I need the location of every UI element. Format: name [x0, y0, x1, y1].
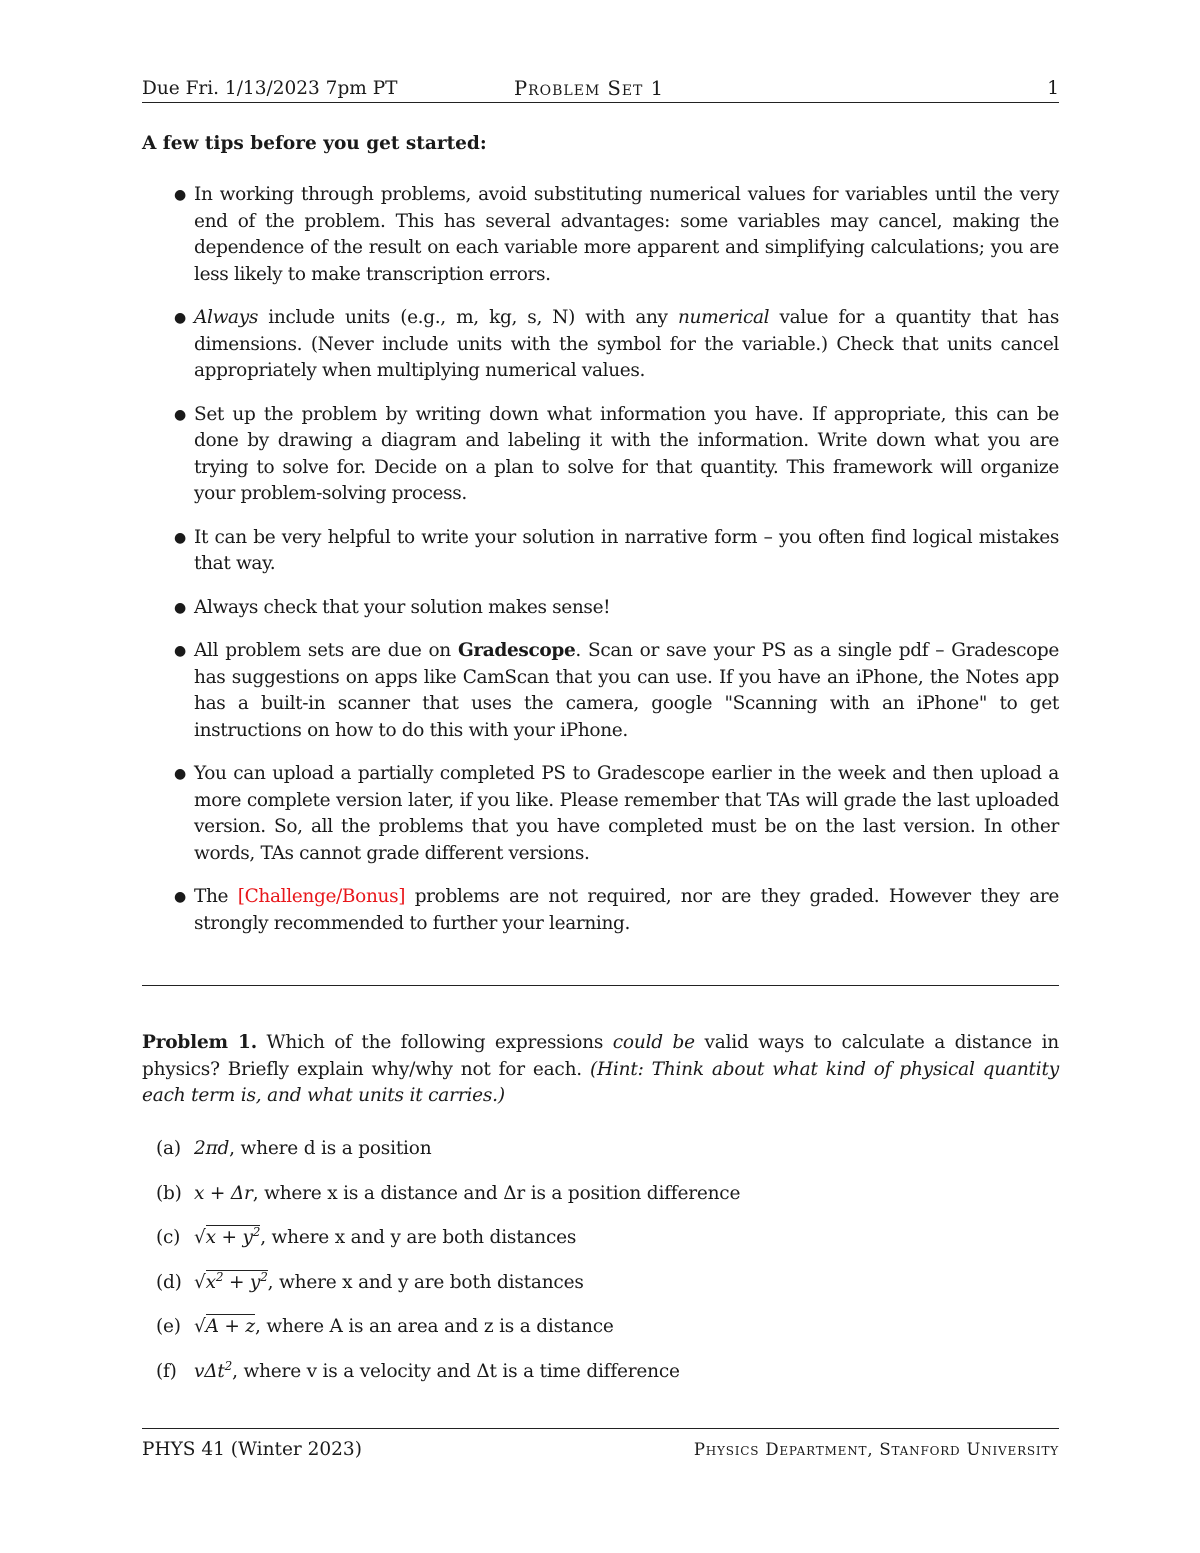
header-rule [142, 102, 1059, 103]
list-item: ● All problem sets are due on Gradescope. Scan or save your PS as a single pdf – Gradescope has suggestions on apps like CamScan that you can use. If you have an iPhone, the Notes app has a built-in scanner that uses the camera, google "Scanning with an iPhone" to get instructions on how to do this with your iPhone. [174, 640, 1059, 741]
problem-part-d: (d) $√x^2 + y^2$, where x and y are both distances [156, 1269, 584, 1293]
list-item: ● Always check that your solution makes sense! [142, 595, 1059, 622]
section-divider [142, 985, 1059, 986]
problem-part-b: (b) x + Δr, where x is a distance and Δr is a position difference [156, 1182, 741, 1204]
list-item: ● In working through problems, avoid substituting numerical values for variables until the very end of the problem. This has several advantages: some variables may cancel, making the dependence of the result on each variable more apparent and simplifying calculations; you are less likely to make transcription errors. [174, 184, 1059, 285]
list-item: ● Set up the problem by writing down what information you have. If appropriate, this can be done by drawing a diagram and labeling it with the information. Write down what you are trying to solve for. Decide on a plan to solve for that quantity. This framework will organize your problem-solving process. [174, 403, 1059, 504]
problem-parts [142, 1136, 1059, 1403]
bullet-icon: ● [174, 406, 186, 423]
list-item: ● You can upload a partially completed PS to Gradescope earlier in the week and then upload a more complete version later, if you like. Please remember that TAs will grade the last uploaded version. So, all the problems that you have completed must be on the last version. In other words, TAs cannot grade different versions. [174, 763, 1059, 864]
problem-statement: Problem 1. Which of the following expressions could be valid ways to calculate a distance in physics? Briefly explain why/why not for each. (Hint: Think about what kind of physical quantity each term is, and what units it carries.) [142, 1032, 1059, 1106]
tips-heading: A few tips before you get started: [142, 133, 487, 154]
department-label: Physics Department, Stanford University [693, 1440, 1059, 1459]
course-label: PHYS 41 (Winter 2023) [142, 1439, 362, 1460]
page-title: Problem Set 1 [514, 77, 664, 100]
bullet-icon: ● [174, 643, 186, 659]
sqrt-icon: √ [194, 1316, 206, 1337]
gradescope-label: Gradescope [457, 640, 576, 661]
bullet-icon: ● [174, 529, 186, 546]
list-item: ● The [Challenge/Bonus] problems are not required, nor are they graded. However they are strongly recommended to further your learning. [174, 886, 1059, 934]
page-number: 1 [1047, 78, 1059, 99]
expression: 2πd [194, 1138, 230, 1159]
bullet-icon: ● [174, 599, 186, 616]
footer-rule [142, 1428, 1059, 1429]
expression: $x + y^2$ [205, 1224, 261, 1248]
expression: vΔt$^2$ [194, 1358, 233, 1382]
bullet-icon: ● [174, 187, 186, 203]
tips-list [142, 182, 1059, 954]
problem-part-c: (c) $√x + y^2$, where x and y are both distances [156, 1224, 577, 1248]
sqrt-icon: √ [194, 1271, 206, 1293]
bullet-icon: ● [174, 310, 186, 326]
sqrt-icon: √ [194, 1227, 206, 1248]
bullet-icon: ● [174, 889, 186, 905]
running-header [142, 76, 1059, 102]
list-item: ● Always include units (e.g., m, kg, s, N) with any numerical value for a quantity that has dimensions. (Never include units with the symbol for the variable.) Check that units cancel appropriately when multiplying numerical values. [174, 307, 1060, 381]
challenge-bonus-tag: [Challenge/Bonus] [237, 886, 406, 907]
bullet-icon: ● [174, 766, 186, 782]
problem-part-e: (e) √A + z, where A is an area and z is a distance [156, 1316, 614, 1337]
expression: x + Δr [194, 1182, 253, 1204]
problem-part-a: (a) 2πd, where d is a position [156, 1138, 432, 1159]
problem-label: Problem 1. [142, 1032, 257, 1053]
problem-hint: (Hint: Think about what kind of physical quantity each term is, and what units it carries.) [142, 1058, 1059, 1106]
expression: A + z [205, 1316, 255, 1337]
expression: $x^2 + y^2$ [205, 1269, 268, 1293]
due-date: Due Fri. 1/13/2023 7pm PT [142, 78, 398, 99]
problem-part-f: (f) vΔt$^2$, where v is a velocity and Δt is a time difference [156, 1358, 680, 1382]
document-page [142, 0, 1059, 1553]
list-item: ● It can be very helpful to write your solution in narrative form – you often find logical mistakes that way. [174, 526, 1059, 574]
